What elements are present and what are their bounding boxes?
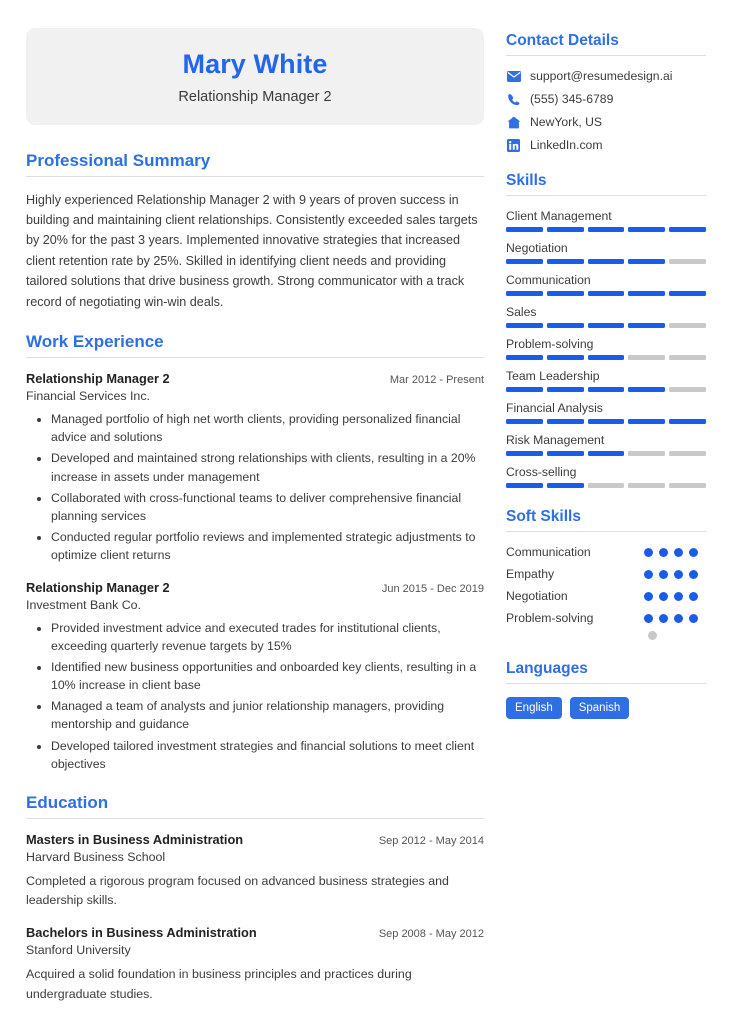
soft-skill-rating-dot bbox=[689, 614, 698, 623]
soft-skill-rating-dot bbox=[659, 548, 668, 557]
skill-name: Negotiation bbox=[506, 241, 568, 255]
skill-rating-segment bbox=[506, 323, 543, 328]
main-column bbox=[26, 28, 484, 1024]
language-badge: Spanish bbox=[570, 697, 630, 719]
soft-skill-rating-dot bbox=[689, 570, 698, 579]
education-degree: Masters in Business Administration bbox=[26, 832, 244, 848]
soft-skill-rating-dot bbox=[644, 614, 653, 623]
skill-rating-segment bbox=[506, 291, 543, 296]
skill-name: Client Management bbox=[506, 209, 612, 223]
skill-rating-segment bbox=[506, 483, 543, 488]
soft-skill-rating-dots bbox=[644, 592, 706, 601]
skill-rating-segment bbox=[547, 419, 584, 424]
education-entry-header bbox=[26, 925, 484, 940]
experience-company: Investment Bank Co. bbox=[26, 597, 142, 612]
experience-bullet: • Identified new business opportunities and onboarded key clients, resulting in a 10% increase in client base bbox=[51, 658, 484, 694]
skill-rating-bar bbox=[506, 323, 706, 328]
skill-rating-segment bbox=[669, 387, 706, 392]
skill-item bbox=[506, 433, 706, 456]
skill-rating-segment bbox=[547, 227, 584, 232]
experience-list bbox=[26, 371, 484, 773]
education-date-range: Sep 2012 - May 2014 bbox=[378, 835, 484, 848]
skill-rating-bar bbox=[506, 355, 706, 360]
section-heading-soft-skills: Soft Skills bbox=[506, 508, 706, 532]
contact-row[interactable] bbox=[506, 138, 706, 152]
skill-rating-segment bbox=[547, 355, 584, 360]
education-description: Completed a rigorous program focused on advanced business strategies and leadership skills. bbox=[26, 874, 449, 908]
soft-skill-rating-dot bbox=[659, 614, 668, 623]
skill-rating-segment bbox=[506, 451, 543, 456]
soft-skill-rating-dot bbox=[659, 592, 668, 601]
skill-name: Sales bbox=[506, 305, 537, 319]
contact-row[interactable] bbox=[506, 115, 706, 129]
soft-skill-item bbox=[506, 545, 706, 559]
education-section bbox=[26, 793, 484, 1004]
soft-skill-rating-dots bbox=[644, 570, 706, 579]
contact-details-section bbox=[506, 32, 706, 152]
candidate-name: Mary White bbox=[182, 49, 328, 79]
soft-skill-rating-dot bbox=[644, 548, 653, 557]
skill-item bbox=[506, 209, 706, 232]
education-school: Harvard Business School bbox=[26, 850, 166, 865]
contact-value: (555) 345-6789 bbox=[530, 92, 614, 106]
skill-rating-segment bbox=[506, 227, 543, 232]
skill-rating-bar bbox=[506, 387, 706, 392]
professional-summary-section bbox=[26, 151, 484, 312]
experience-bullet: • Developed and maintained strong relationships with clients, resulting in a 20% increase in assets under management bbox=[51, 449, 484, 485]
languages-list bbox=[506, 697, 706, 719]
section-heading-languages: Languages bbox=[506, 660, 706, 684]
envelope-icon bbox=[506, 69, 521, 83]
soft-skill-name: Problem-solving bbox=[506, 611, 594, 625]
linkedin-icon bbox=[506, 138, 521, 152]
skill-rating-segment bbox=[628, 451, 665, 456]
language-badge: English bbox=[506, 697, 562, 719]
soft-skill-name: Empathy bbox=[506, 567, 555, 581]
soft-skill-item bbox=[506, 589, 706, 603]
education-description: Acquired a solid foundation in business principles and practices during undergraduate studies. bbox=[26, 967, 412, 1001]
skill-rating-segment bbox=[588, 355, 625, 360]
experience-entry bbox=[26, 580, 484, 774]
section-heading-skills: Skills bbox=[506, 172, 706, 196]
work-experience-section bbox=[26, 332, 484, 773]
experience-entry bbox=[26, 371, 484, 565]
skill-rating-segment bbox=[628, 291, 665, 296]
soft-skill-name: Negotiation bbox=[506, 589, 568, 603]
skill-item bbox=[506, 369, 706, 392]
skill-rating-bar bbox=[506, 483, 706, 488]
soft-skill-rating-dots bbox=[644, 614, 706, 623]
education-date-range: Sep 2008 - May 2012 bbox=[378, 928, 484, 941]
soft-skill-rating-dot bbox=[644, 570, 653, 579]
contact-value: LinkedIn.com bbox=[530, 138, 603, 152]
skill-rating-segment bbox=[588, 227, 625, 232]
section-heading-contact: Contact Details bbox=[506, 32, 706, 56]
soft-skill-item bbox=[506, 611, 706, 625]
skill-name: Financial Analysis bbox=[506, 401, 603, 415]
skill-rating-segment bbox=[506, 355, 543, 360]
languages-section bbox=[506, 660, 706, 719]
experience-bullet-list bbox=[26, 619, 484, 774]
contact-list bbox=[506, 69, 706, 152]
education-list bbox=[26, 832, 484, 1004]
skill-rating-segment bbox=[588, 419, 625, 424]
skill-rating-segment bbox=[588, 387, 625, 392]
soft-skill-rating-dot bbox=[674, 592, 683, 601]
skill-rating-segment bbox=[547, 451, 584, 456]
soft-skill-rating-dots bbox=[644, 548, 706, 557]
skill-rating-segment bbox=[588, 483, 625, 488]
soft-skill-item bbox=[506, 567, 706, 581]
contact-value: support@resumedesign.ai bbox=[530, 69, 673, 83]
skill-rating-segment bbox=[547, 387, 584, 392]
education-entry bbox=[26, 832, 484, 910]
experience-job-title: Relationship Manager 2 bbox=[26, 579, 170, 595]
skill-item bbox=[506, 241, 706, 264]
education-entry bbox=[26, 925, 484, 1003]
contact-row[interactable] bbox=[506, 92, 706, 106]
soft-skill-rating-dot bbox=[689, 592, 698, 601]
soft-skills-section bbox=[506, 508, 706, 640]
skill-rating-segment bbox=[669, 291, 706, 296]
soft-skills-list bbox=[506, 545, 706, 625]
phone-icon bbox=[506, 92, 521, 106]
experience-bullet: • Managed a team of analysts and junior relationship managers, providing mentorship and guidance bbox=[51, 697, 484, 733]
soft-skill-rating-dot bbox=[689, 548, 698, 557]
skill-rating-segment bbox=[669, 355, 706, 360]
skill-item bbox=[506, 305, 706, 328]
soft-skill-rating-dot bbox=[674, 614, 683, 623]
skill-rating-bar bbox=[506, 291, 706, 296]
skill-rating-segment bbox=[628, 227, 665, 232]
skill-rating-segment bbox=[588, 451, 625, 456]
skill-rating-segment bbox=[628, 323, 665, 328]
soft-skill-rating-dot bbox=[674, 548, 683, 557]
section-heading-experience: Work Experience bbox=[26, 332, 484, 358]
skill-name: Risk Management bbox=[506, 433, 605, 447]
skill-rating-segment bbox=[669, 483, 706, 488]
experience-bullet: • Provided investment advice and executed trades for institutional clients, exceeding quarterly revenue targets by 15% bbox=[51, 619, 484, 655]
soft-skill-rating-dot bbox=[674, 570, 683, 579]
soft-skills-trailing-dot bbox=[506, 631, 706, 640]
skill-rating-segment bbox=[547, 291, 584, 296]
skill-rating-segment bbox=[628, 483, 665, 488]
sidebar-column bbox=[506, 28, 706, 1024]
experience-bullet: • Conducted regular portfolio reviews and implemented strategic adjustments to optimize client returns bbox=[51, 528, 484, 564]
soft-skill-rating-dot bbox=[648, 631, 657, 640]
skill-rating-bar bbox=[506, 227, 706, 232]
skill-rating-segment bbox=[628, 419, 665, 424]
skill-rating-segment bbox=[669, 419, 706, 424]
section-heading-education: Education bbox=[26, 793, 484, 819]
experience-bullet: • Collaborated with cross-functional teams to deliver comprehensive financial planning services bbox=[51, 489, 484, 525]
section-heading-summary: Professional Summary bbox=[26, 151, 484, 177]
experience-bullet: • Developed tailored investment strategies and financial solutions to meet client objectives bbox=[51, 737, 484, 773]
summary-text: Highly experienced Relationship Manager 2 with 9 years of proven success in building and maintaining client relationships. Consistently exceeded sales targets by 20% for the past 3 years. Implemented innovative strategies that increased client retention rate by 25%. Skilled in identifying client needs and providing tailored solutions that drive business growth. Strong communicator with a track record of negotiating win-win deals. bbox=[26, 192, 478, 309]
skill-rating-bar bbox=[506, 419, 706, 424]
soft-skill-name: Communication bbox=[506, 545, 591, 559]
skill-item bbox=[506, 273, 706, 296]
skill-rating-segment bbox=[669, 323, 706, 328]
skill-rating-segment bbox=[669, 227, 706, 232]
experience-bullet-list bbox=[26, 410, 484, 565]
experience-entry-header bbox=[26, 371, 484, 386]
skill-rating-segment bbox=[669, 259, 706, 264]
skill-rating-segment bbox=[547, 483, 584, 488]
skills-list bbox=[506, 209, 706, 488]
skill-rating-bar bbox=[506, 451, 706, 456]
education-entry-header bbox=[26, 832, 484, 847]
skill-rating-segment bbox=[588, 291, 625, 296]
experience-date-range: Jun 2015 - Dec 2019 bbox=[381, 582, 484, 595]
experience-bullet: • Managed portfolio of high net worth clients, providing personalized financial advice and solutions bbox=[51, 410, 484, 446]
skill-rating-segment bbox=[547, 323, 584, 328]
skill-item bbox=[506, 465, 706, 488]
skill-item bbox=[506, 401, 706, 424]
contact-value: NewYork, US bbox=[530, 115, 603, 129]
experience-entry-header bbox=[26, 580, 484, 595]
header-card bbox=[26, 28, 484, 125]
skill-rating-segment bbox=[588, 323, 625, 328]
education-school: Stanford University bbox=[26, 943, 131, 958]
skill-name: Cross-selling bbox=[506, 465, 577, 479]
skill-rating-segment bbox=[506, 259, 543, 264]
skill-name: Team Leadership bbox=[506, 369, 600, 383]
skill-rating-segment bbox=[628, 355, 665, 360]
skill-rating-bar bbox=[506, 259, 706, 264]
skill-rating-segment bbox=[669, 451, 706, 456]
skill-rating-segment bbox=[628, 387, 665, 392]
skill-rating-segment bbox=[628, 259, 665, 264]
soft-skill-rating-dot bbox=[644, 592, 653, 601]
contact-row[interactable] bbox=[506, 69, 706, 83]
skill-rating-segment bbox=[547, 259, 584, 264]
experience-company: Financial Services Inc. bbox=[26, 389, 150, 404]
education-degree: Bachelors in Business Administration bbox=[26, 925, 257, 941]
skill-rating-segment bbox=[506, 419, 543, 424]
skill-name: Communication bbox=[506, 273, 591, 287]
candidate-job-title: Relationship Manager 2 bbox=[178, 88, 332, 105]
skill-rating-segment bbox=[588, 259, 625, 264]
experience-job-title: Relationship Manager 2 bbox=[26, 371, 170, 387]
experience-date-range: Mar 2012 - Present bbox=[389, 374, 484, 387]
skill-name: Problem-solving bbox=[506, 337, 594, 351]
soft-skill-rating-dot bbox=[659, 570, 668, 579]
skill-rating-segment bbox=[506, 387, 543, 392]
skills-section bbox=[506, 172, 706, 488]
skill-item bbox=[506, 337, 706, 360]
home-icon bbox=[506, 115, 521, 129]
